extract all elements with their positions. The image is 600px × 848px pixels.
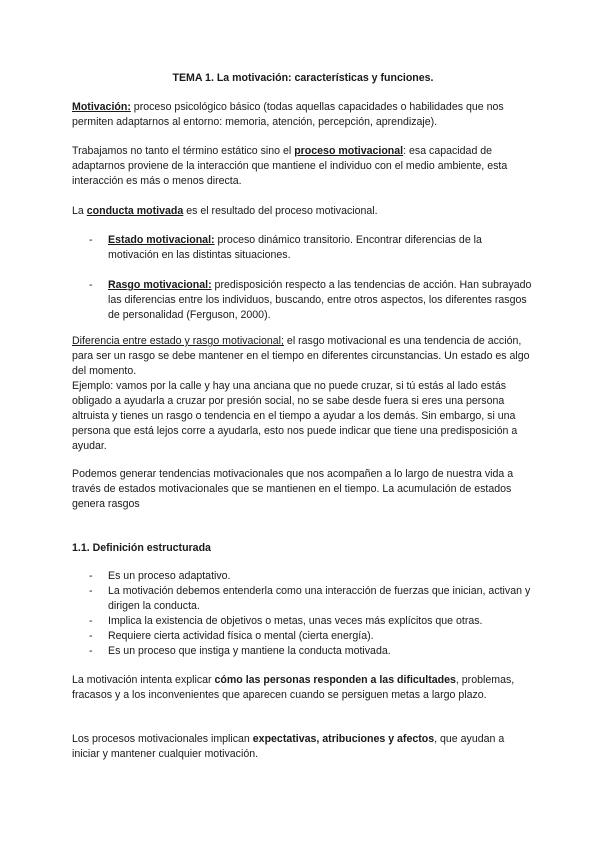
dash: - [89, 234, 93, 246]
text: Implica la existencia de objetivos o metas, unas veces más explícitos que otras. [108, 615, 483, 627]
list-item [89, 278, 534, 323]
dash: - [89, 630, 93, 642]
text: La motivación debemos entenderla como una interacción de fuerzas que inician, activan y dirigen la conducta. [108, 585, 531, 612]
text: el rasgo motivacional es una tendencia de acción, para ser un rasgo se debe mantener en el tiempo en diferentes circunstancias. Un estado es algo del momento. [72, 335, 530, 377]
list-item [89, 629, 534, 644]
term-expectativas: expectativas, atribuciones y afectos [252, 733, 435, 745]
paragraph-ejemplo: Ejemplo: vamos por la calle y hay una anciana que no puede cruzar, si tú estás al lado estás obligado a ayudarla a cruzar por presión social, no se sabe desde fuera si eres una persona altruista y tienes un rasgo o tendencia en el tiempo a ayudar a los demás. Sin embargo, si una persona que está lejos corre a ayudarla, esto nos puede indicar que tiene una predisposición a ayudar. [72, 380, 518, 452]
text: proceso psicológico básico (todas aquellas capacidades o habilidades que nos permiten adaptarnos al entorno: memoria, atención, percepción, aprendizaje). [72, 101, 504, 128]
text: Es un proceso adaptativo. [108, 570, 231, 582]
text: Trabajamos no tanto el término estático sino el [72, 145, 295, 157]
list-item [89, 614, 534, 629]
list-definicion [89, 569, 534, 659]
term-estado: Estado motivacional: [108, 234, 215, 246]
term-conducta-motivada: conducta motivada [86, 205, 184, 217]
paragraph-dificultades [72, 673, 534, 703]
paragraph-proceso [72, 144, 534, 189]
term-motivacion: Motivación: [72, 101, 131, 113]
dash: - [89, 585, 93, 597]
paragraph-tendencias: Podemos generar tendencias motivacionales que nos acompañen a lo largo de nuestra vida a través de estados motivacionales que se mantienen en el tiempo. La acumulación de estados genera rasgos [72, 468, 514, 510]
paragraph-conducta [72, 204, 534, 219]
text: , problemas, fracasos y a los inconvenientes que aparecen cuando se persiguen metas a largo plazo. [72, 674, 515, 701]
section-heading: 1.1. Definición estructurada [72, 542, 211, 554]
text: Requiere cierta actividad física o mental (cierta energía). [108, 630, 374, 642]
list-estado-rasgo [89, 233, 534, 323]
paragraph-diferencia [72, 334, 534, 379]
list-item [89, 569, 534, 584]
term-proceso-motivacional: proceso motivacional [294, 145, 404, 157]
dash: - [89, 615, 93, 627]
text: La motivación intenta explicar [72, 674, 215, 686]
text: es el resultado del proceso motivacional. [183, 205, 378, 217]
text: Es un proceso que instiga y mantiene la conducta motivada. [108, 645, 391, 657]
text: proceso dinámico transitorio. Encontrar diferencias de la motivación en las distintas situaciones. [108, 234, 482, 261]
term-diferencia: Diferencia entre estado y rasgo motivacional; [72, 335, 284, 347]
list-item [89, 233, 534, 263]
paragraph-procesos [72, 732, 534, 762]
dash: - [89, 570, 93, 582]
text: : esa capacidad de adaptarnos proviene de la interacción que mantiene el individuo con el medio ambiente, esta interacción es más o menos directa. [72, 145, 508, 187]
dash: - [89, 279, 93, 291]
list-item [89, 584, 534, 614]
page-title: TEMA 1. La motivación: características y funciones. [172, 72, 434, 84]
list-item [89, 644, 534, 659]
term-rasgo: Rasgo motivacional: [108, 279, 212, 291]
text: La [72, 205, 87, 217]
term-dificultades: cómo las personas responden a las dificultades [214, 674, 456, 686]
text: Los procesos motivacionales implican [72, 733, 253, 745]
paragraph-motivacion [72, 100, 534, 130]
dash: - [89, 645, 93, 657]
text: predisposición respecto a las tendencias de acción. Han subrayado las diferencias entre los individuos, buscando, entre otros aspectos, los diferentes rasgos de personalidad (Ferguson, 2000). [108, 279, 532, 321]
text: , que ayudan a iniciar y mantener cualquier motivación. [72, 733, 505, 760]
